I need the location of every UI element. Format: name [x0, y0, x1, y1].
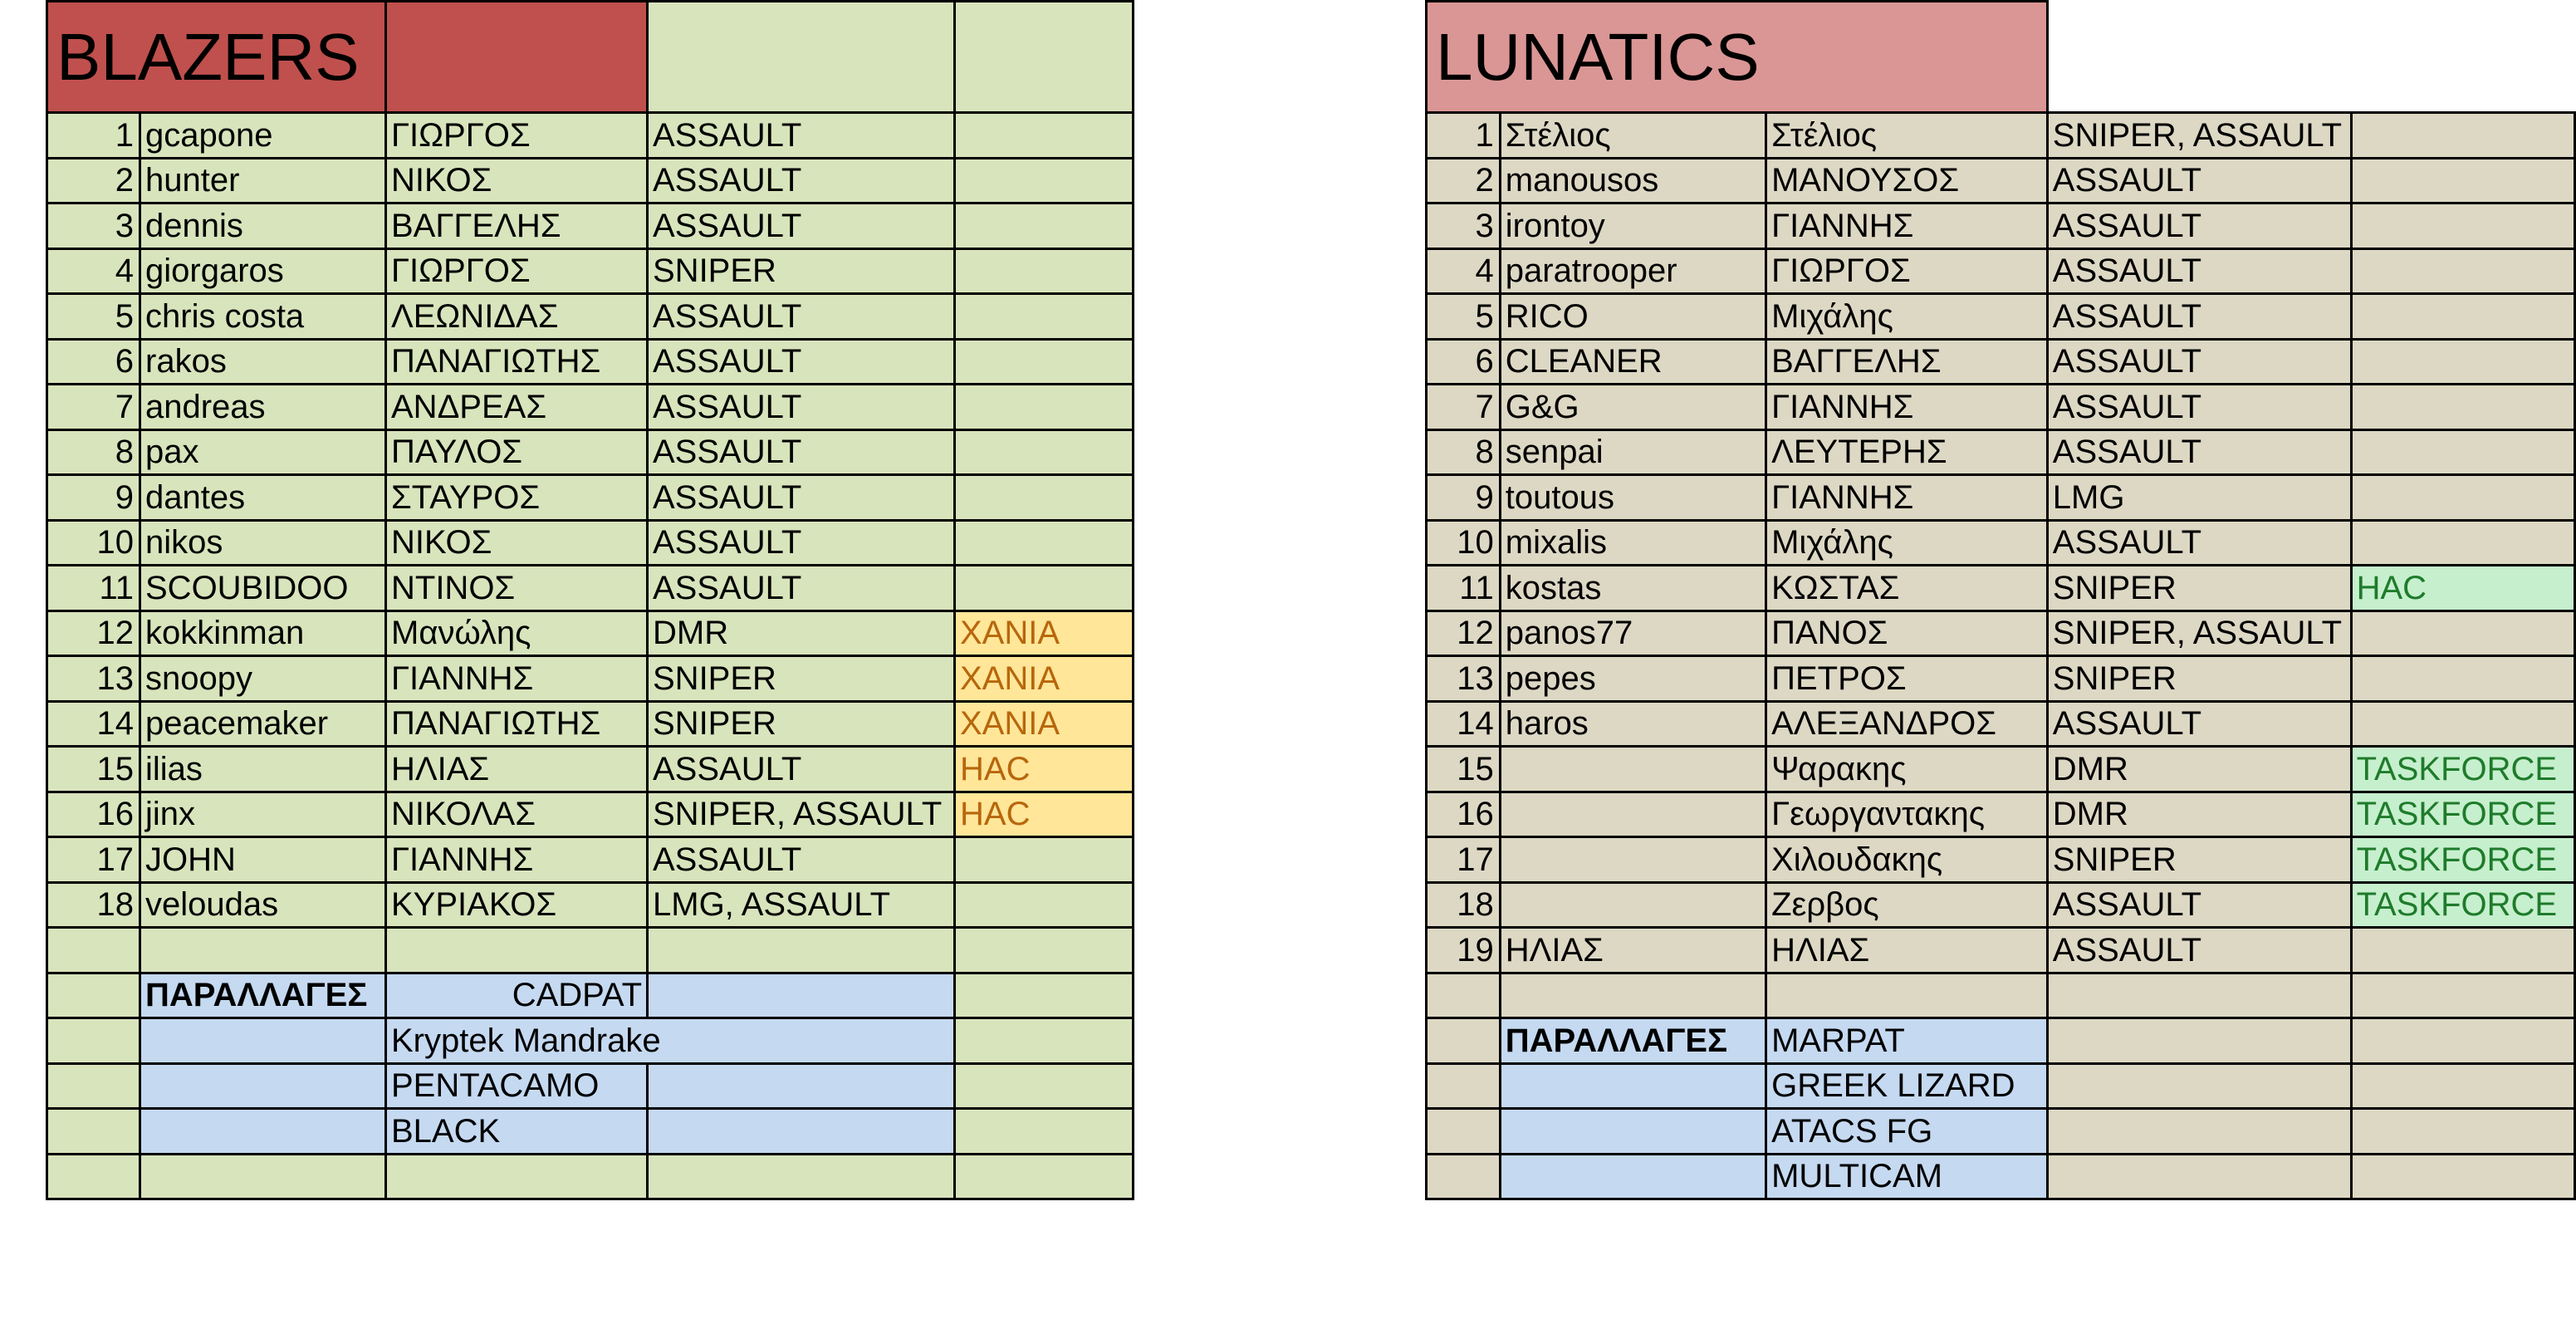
nickname-cell[interactable]	[1500, 837, 1765, 883]
empty-cell[interactable]	[1427, 1109, 1501, 1155]
table-row	[47, 747, 1134, 792]
blazers-title-fill-cell[interactable]	[386, 2, 648, 113]
tag-cell[interactable]	[955, 882, 1134, 928]
row-number-cell[interactable]: 9	[1427, 475, 1501, 521]
row-number-cell[interactable]: 6	[1427, 339, 1501, 385]
empty-cell[interactable]	[1427, 1154, 1501, 1199]
row-number-cell[interactable]: 14	[47, 701, 140, 747]
nickname-cell[interactable]: manousos	[1500, 158, 1765, 204]
tag-cell[interactable]: HAC	[955, 747, 1134, 792]
nickname-cell[interactable]: nikos	[140, 520, 386, 566]
name-cell[interactable]: Μιχάλης	[1766, 520, 2048, 566]
tag-cell[interactable]	[955, 204, 1134, 249]
role-cell[interactable]: ASSAULT	[648, 113, 955, 159]
blazers-title[interactable]: BLAZERS	[47, 2, 386, 113]
role-cell[interactable]: SNIPER	[2047, 837, 2351, 883]
empty-cell[interactable]	[140, 1018, 386, 1064]
empty-cell[interactable]	[2351, 973, 2574, 1018]
nickname-cell[interactable]: RICO	[1500, 294, 1765, 340]
role-cell[interactable]: ASSAULT	[648, 566, 955, 611]
empty-cell[interactable]	[955, 928, 1134, 973]
tag-cell[interactable]	[2351, 656, 2574, 702]
row-number-cell[interactable]: 3	[1427, 204, 1501, 249]
name-cell[interactable]: ΚΩΣΤΑΣ	[1766, 566, 2048, 611]
row-number-cell[interactable]: 12	[1427, 611, 1501, 656]
name-cell[interactable]: ΓΙΑΝΝΗΣ	[1766, 204, 2048, 249]
role-cell[interactable]: ASSAULT	[648, 294, 955, 340]
name-cell[interactable]: ΠΑΥΛΟΣ	[386, 429, 648, 475]
table-row	[47, 339, 1134, 385]
row-number-cell[interactable]: 11	[1427, 566, 1501, 611]
name-cell[interactable]: ΠΑΝΑΓΙΩΤΗΣ	[386, 701, 648, 747]
empty-cell[interactable]	[1500, 1154, 1765, 1199]
tag-cell[interactable]	[2351, 204, 2574, 249]
name-cell[interactable]: ΚΥΡΙΑΚΟΣ	[386, 882, 648, 928]
row-number-cell[interactable]: 18	[1427, 882, 1501, 928]
empty-cell[interactable]	[47, 1154, 140, 1199]
table-row	[47, 566, 1134, 611]
empty-cell[interactable]	[47, 1109, 140, 1155]
variation-cell[interactable]: MARPAT	[1766, 1018, 2048, 1064]
empty-cell[interactable]	[1427, 1063, 1501, 1109]
nickname-cell[interactable]: rakos	[140, 339, 386, 385]
tag-cell[interactable]	[955, 475, 1134, 521]
row-number-cell[interactable]: 8	[1427, 429, 1501, 475]
nickname-cell[interactable]: mixalis	[1500, 520, 1765, 566]
row-number-cell[interactable]: 12	[47, 611, 140, 656]
table-row	[1427, 475, 2575, 521]
variation-cell[interactable]: ATACS FG	[1766, 1109, 2048, 1155]
role-cell[interactable]: SNIPER, ASSAULT	[2047, 611, 2351, 656]
role-cell[interactable]: LMG	[2047, 475, 2351, 521]
role-cell[interactable]: SNIPER, ASSAULT	[2047, 113, 2351, 159]
empty-cell[interactable]	[140, 1154, 386, 1199]
row-number-cell[interactable]: 14	[1427, 701, 1501, 747]
name-cell[interactable]: ΓΙΩΡΓΟΣ	[386, 113, 648, 159]
empty-cell[interactable]	[955, 1018, 1134, 1064]
role-cell[interactable]: ASSAULT	[648, 385, 955, 430]
role-cell[interactable]: ASSAULT	[648, 429, 955, 475]
row-number-cell[interactable]: 1	[1427, 113, 1501, 159]
empty-cell[interactable]	[2351, 1109, 2574, 1155]
variations-row	[47, 1018, 1134, 1064]
nickname-cell[interactable]: peacemaker	[140, 701, 386, 747]
variation-cell[interactable]: PENTACAMO	[386, 1063, 648, 1109]
tag-cell[interactable]	[955, 429, 1134, 475]
blazers-title-row	[47, 2, 1134, 113]
row-number-cell[interactable]: 17	[47, 837, 140, 883]
empty-cell[interactable]	[2047, 1154, 2351, 1199]
tag-cell[interactable]	[955, 520, 1134, 566]
table-row	[1427, 248, 2575, 294]
nickname-cell[interactable]: CLEANER	[1500, 339, 1765, 385]
nickname-cell[interactable]: kokkinman	[140, 611, 386, 656]
tag-cell[interactable]	[955, 248, 1134, 294]
nickname-cell[interactable]: andreas	[140, 385, 386, 430]
row-number-cell[interactable]: 3	[47, 204, 140, 249]
role-cell[interactable]: SNIPER	[2047, 656, 2351, 702]
variations-row	[47, 973, 1134, 1018]
name-cell[interactable]: Ζερβος	[1766, 882, 2048, 928]
table-row	[47, 792, 1134, 837]
row-number-cell[interactable]: 17	[1427, 837, 1501, 883]
table-row	[47, 520, 1134, 566]
tag-cell[interactable]	[2351, 520, 2574, 566]
empty-cell[interactable]	[386, 1154, 648, 1199]
row-number-cell[interactable]: 7	[47, 385, 140, 430]
name-cell[interactable]: ΝΙΚΟΣ	[386, 158, 648, 204]
row-number-cell[interactable]: 5	[1427, 294, 1501, 340]
name-cell[interactable]: Ψαρακης	[1766, 747, 2048, 792]
table-row	[1427, 792, 2575, 837]
role-cell[interactable]: SNIPER	[2047, 566, 2351, 611]
lunatics-table	[1425, 0, 2576, 1200]
row-number-cell[interactable]: 5	[47, 294, 140, 340]
table-row	[1427, 339, 2575, 385]
table-row	[47, 158, 1134, 204]
tag-cell[interactable]	[2351, 928, 2574, 973]
name-cell[interactable]: ΠΕΤΡΟΣ	[1766, 656, 2048, 702]
nickname-cell[interactable]: ΗΛΙΑΣ	[1500, 928, 1765, 973]
table-row	[47, 837, 1134, 883]
blazers-header-empty-cell[interactable]	[955, 2, 1134, 113]
tag-cell[interactable]	[955, 113, 1134, 159]
table-row	[1427, 882, 2575, 928]
empty-cell[interactable]	[2351, 1154, 2574, 1199]
table-row	[47, 611, 1134, 656]
role-cell[interactable]: ASSAULT	[648, 520, 955, 566]
row-number-cell[interactable]: 19	[1427, 928, 1501, 973]
name-cell[interactable]: ΓΙΑΝΝΗΣ	[386, 837, 648, 883]
nickname-cell[interactable]: pax	[140, 429, 386, 475]
role-cell[interactable]: SNIPER, ASSAULT	[648, 792, 955, 837]
nickname-cell[interactable]: G&G	[1500, 385, 1765, 430]
nickname-cell[interactable]: haros	[1500, 701, 1765, 747]
empty-cell[interactable]	[47, 928, 140, 973]
empty-cell[interactable]	[2047, 1109, 2351, 1155]
empty-cell[interactable]	[955, 1063, 1134, 1109]
empty-cell[interactable]	[140, 1109, 386, 1155]
tag-cell[interactable]	[2351, 385, 2574, 430]
table-row	[47, 385, 1134, 430]
row-number-cell[interactable]: 16	[47, 792, 140, 837]
tag-cell[interactable]: HAC	[2351, 566, 2574, 611]
tag-cell[interactable]	[2351, 113, 2574, 159]
empty-cell[interactable]	[2351, 1018, 2574, 1064]
tag-cell[interactable]	[955, 294, 1134, 340]
table-row	[1427, 429, 2575, 475]
nickname-cell[interactable]: dennis	[140, 204, 386, 249]
empty-cell[interactable]	[955, 1109, 1134, 1155]
empty-cell[interactable]	[47, 1018, 140, 1064]
name-cell[interactable]: ΛΕΥΤΕΡΗΣ	[1766, 429, 2048, 475]
empty-cell[interactable]	[955, 1154, 1134, 1199]
lunatics-header-blank	[2047, 2, 2351, 113]
empty-cell[interactable]	[2351, 1063, 2574, 1109]
empty-cell[interactable]	[386, 928, 648, 973]
nickname-cell[interactable]	[1500, 792, 1765, 837]
nickname-cell[interactable]: snoopy	[140, 656, 386, 702]
tag-cell[interactable]: ΧΑΝΙΑ	[955, 611, 1134, 656]
nickname-cell[interactable]: chris costa	[140, 294, 386, 340]
role-cell[interactable]: ASSAULT	[648, 837, 955, 883]
name-cell[interactable]: ΓΙΩΡΓΟΣ	[1766, 248, 2048, 294]
variation-cell[interactable]: Kryptek Mandrake	[386, 1018, 955, 1064]
empty-cell[interactable]	[1500, 1109, 1765, 1155]
table-row	[47, 656, 1134, 702]
empty-cell[interactable]	[648, 928, 955, 973]
name-cell[interactable]: ΝΙΚΟΣ	[386, 520, 648, 566]
nickname-cell[interactable]	[1500, 747, 1765, 792]
tag-cell[interactable]: ΧΑΝΙΑ	[955, 701, 1134, 747]
row-number-cell[interactable]: 2	[47, 158, 140, 204]
empty-cell[interactable]	[1427, 1018, 1501, 1064]
empty-cell[interactable]	[1500, 1063, 1765, 1109]
lunatics-title-row	[1427, 2, 2575, 113]
tag-cell[interactable]	[955, 158, 1134, 204]
tag-cell[interactable]	[2351, 611, 2574, 656]
table-row	[1427, 747, 2575, 792]
row-number-cell[interactable]: 6	[47, 339, 140, 385]
nickname-cell[interactable]: ilias	[140, 747, 386, 792]
row-number-cell[interactable]: 16	[1427, 792, 1501, 837]
empty-cell[interactable]	[1500, 973, 1765, 1018]
tag-cell[interactable]: TASKFORCE	[2351, 882, 2574, 928]
empty-cell[interactable]	[140, 928, 386, 973]
row-number-cell[interactable]: 8	[47, 429, 140, 475]
tag-cell[interactable]	[2351, 294, 2574, 340]
empty-cell[interactable]	[648, 1109, 955, 1155]
role-cell[interactable]: ASSAULT	[2047, 385, 2351, 430]
table-row	[1427, 566, 2575, 611]
variations-row	[47, 1063, 1134, 1109]
tag-cell[interactable]	[2351, 475, 2574, 521]
nickname-cell[interactable]: veloudas	[140, 882, 386, 928]
tag-cell[interactable]	[2351, 429, 2574, 475]
variations-label[interactable]: ΠΑΡΑΛΛΑΓΕΣ	[1500, 1018, 1765, 1064]
table-row	[1427, 113, 2575, 159]
name-cell[interactable]: ΝΤΙΝΟΣ	[386, 566, 648, 611]
tag-cell[interactable]	[955, 339, 1134, 385]
name-cell[interactable]: ΑΛΕΞΑΝΔΡΟΣ	[1766, 701, 2048, 747]
name-cell[interactable]: ΑΝΔΡΕΑΣ	[386, 385, 648, 430]
name-cell[interactable]: ΓΙΑΝΝΗΣ	[1766, 385, 2048, 430]
table-row	[1427, 928, 2575, 973]
table-row	[1427, 294, 2575, 340]
variation-cell[interactable]: GREEK LIZARD	[1766, 1063, 2048, 1109]
row-number-cell[interactable]: 13	[47, 656, 140, 702]
empty-cell[interactable]	[648, 1154, 955, 1199]
name-cell[interactable]: ΝΙΚΟΛΑΣ	[386, 792, 648, 837]
role-cell[interactable]: ASSAULT	[2047, 339, 2351, 385]
role-cell[interactable]: ASSAULT	[2047, 429, 2351, 475]
empty-cell[interactable]	[955, 973, 1134, 1018]
nickname-cell[interactable]: pepes	[1500, 656, 1765, 702]
nickname-cell[interactable]: panos77	[1500, 611, 1765, 656]
role-cell[interactable]: ASSAULT	[2047, 520, 2351, 566]
name-cell[interactable]: ΗΛΙΑΣ	[386, 747, 648, 792]
name-cell[interactable]: ΛΕΩΝΙΔΑΣ	[386, 294, 648, 340]
table-row	[47, 204, 1134, 249]
name-cell[interactable]: Στέλιος	[1766, 113, 2048, 159]
lunatics-title[interactable]: LUNATICS	[1427, 2, 2048, 113]
name-cell[interactable]: Χιλουδακης	[1766, 837, 2048, 883]
tag-cell[interactable]: TASKFORCE	[2351, 837, 2574, 883]
role-cell[interactable]: ASSAULT	[2047, 204, 2351, 249]
name-cell[interactable]: Μιχάλης	[1766, 294, 2048, 340]
table-row	[1427, 385, 2575, 430]
table-row	[47, 429, 1134, 475]
nickname-cell[interactable]: irontoy	[1500, 204, 1765, 249]
role-cell[interactable]: ASSAULT	[648, 475, 955, 521]
table-row	[47, 475, 1134, 521]
tag-cell[interactable]	[955, 566, 1134, 611]
empty-cell[interactable]	[47, 1063, 140, 1109]
tag-cell[interactable]: ΧΑΝΙΑ	[955, 656, 1134, 702]
nickname-cell[interactable]: senpai	[1500, 429, 1765, 475]
role-cell[interactable]: ASSAULT	[648, 747, 955, 792]
table-row	[47, 294, 1134, 340]
lunatics-header-blank	[2351, 2, 2574, 113]
variations-row	[1427, 1109, 2575, 1155]
nickname-cell[interactable]: jinx	[140, 792, 386, 837]
empty-row	[1427, 973, 2575, 1018]
name-cell[interactable]: ΓΙΑΝΝΗΣ	[1766, 475, 2048, 521]
empty-row	[47, 928, 1134, 973]
table-row	[47, 248, 1134, 294]
row-number-cell[interactable]: 7	[1427, 385, 1501, 430]
row-number-cell[interactable]: 10	[1427, 520, 1501, 566]
nickname-cell[interactable]: kostas	[1500, 566, 1765, 611]
row-number-cell[interactable]: 10	[47, 520, 140, 566]
variation-cell[interactable]: MULTICAM	[1766, 1154, 2048, 1199]
nickname-cell[interactable]: gcapone	[140, 113, 386, 159]
role-cell[interactable]: ASSAULT	[2047, 158, 2351, 204]
table-row	[1427, 204, 2575, 249]
nickname-cell[interactable]: dantes	[140, 475, 386, 521]
name-cell[interactable]: ΓΙΑΝΝΗΣ	[386, 656, 648, 702]
nickname-cell[interactable]	[1500, 882, 1765, 928]
tag-cell[interactable]: TASKFORCE	[2351, 792, 2574, 837]
empty-cell[interactable]	[1766, 973, 2048, 1018]
variation-cell[interactable]: CADPAT	[386, 973, 648, 1018]
empty-cell[interactable]	[648, 973, 955, 1018]
nickname-cell[interactable]: hunter	[140, 158, 386, 204]
blazers-header-empty-cell[interactable]	[648, 2, 955, 113]
table-row	[1427, 701, 2575, 747]
variation-cell[interactable]: BLACK	[386, 1109, 648, 1155]
tag-cell[interactable]	[955, 385, 1134, 430]
empty-cell[interactable]	[648, 1063, 955, 1109]
table-row	[47, 701, 1134, 747]
row-number-cell[interactable]: 1	[47, 113, 140, 159]
nickname-cell[interactable]: Στέλιος	[1500, 113, 1765, 159]
name-cell[interactable]: ΓΙΩΡΓΟΣ	[386, 248, 648, 294]
name-cell[interactable]: ΠΑΝΟΣ	[1766, 611, 2048, 656]
role-cell[interactable]: SNIPER	[648, 701, 955, 747]
name-cell[interactable]: ΒΑΓΓΕΛΗΣ	[1766, 339, 2048, 385]
name-cell[interactable]: ΠΑΝΑΓΙΩΤΗΣ	[386, 339, 648, 385]
blazers-table	[46, 0, 1134, 1200]
row-number-cell[interactable]: 4	[1427, 248, 1501, 294]
role-cell[interactable]: LMG, ASSAULT	[648, 882, 955, 928]
name-cell[interactable]: ΗΛΙΑΣ	[1766, 928, 2048, 973]
empty-cell[interactable]	[140, 1063, 386, 1109]
role-cell[interactable]: ASSAULT	[2047, 248, 2351, 294]
nickname-cell[interactable]: toutous	[1500, 475, 1765, 521]
role-cell[interactable]: SNIPER	[648, 656, 955, 702]
role-cell[interactable]: ASSAULT	[2047, 294, 2351, 340]
role-cell[interactable]: ASSAULT	[648, 204, 955, 249]
role-cell[interactable]: ASSAULT	[2047, 882, 2351, 928]
empty-cell[interactable]	[2047, 1063, 2351, 1109]
variations-row	[1427, 1154, 2575, 1199]
role-cell[interactable]: ASSAULT	[648, 158, 955, 204]
tag-cell[interactable]	[955, 837, 1134, 883]
empty-cell[interactable]	[2047, 973, 2351, 1018]
name-cell[interactable]: ΜΑΝΟΥΣΟΣ	[1766, 158, 2048, 204]
table-row	[1427, 611, 2575, 656]
name-cell[interactable]: Γεωργαντακης	[1766, 792, 2048, 837]
table-row	[1427, 520, 2575, 566]
nickname-cell[interactable]: JOHN	[140, 837, 386, 883]
tag-cell[interactable]: HAC	[955, 792, 1134, 837]
table-row	[1427, 837, 2575, 883]
row-number-cell[interactable]: 15	[47, 747, 140, 792]
row-number-cell[interactable]: 15	[1427, 747, 1501, 792]
row-number-cell[interactable]: 18	[47, 882, 140, 928]
name-cell[interactable]: ΣΤΑΥΡΟΣ	[386, 475, 648, 521]
tag-cell[interactable]	[2351, 248, 2574, 294]
role-cell[interactable]: ASSAULT	[648, 339, 955, 385]
tag-cell[interactable]	[2351, 339, 2574, 385]
row-number-cell[interactable]: 11	[47, 566, 140, 611]
tag-cell[interactable]: TASKFORCE	[2351, 747, 2574, 792]
table-row	[1427, 656, 2575, 702]
role-cell[interactable]: ASSAULT	[2047, 701, 2351, 747]
tag-cell[interactable]	[2351, 701, 2574, 747]
row-number-cell[interactable]: 13	[1427, 656, 1501, 702]
table-row	[47, 882, 1134, 928]
nickname-cell[interactable]: giorgaros	[140, 248, 386, 294]
variations-row	[1427, 1063, 2575, 1109]
variations-row	[1427, 1018, 2575, 1064]
table-row	[1427, 158, 2575, 204]
table-row	[47, 113, 1134, 159]
nickname-cell[interactable]: SCOUBIDOO	[140, 566, 386, 611]
role-cell[interactable]: DMR	[2047, 792, 2351, 837]
variations-row	[47, 1109, 1134, 1155]
name-cell[interactable]: Μανώλης	[386, 611, 648, 656]
row-number-cell[interactable]: 9	[47, 475, 140, 521]
nickname-cell[interactable]: paratrooper	[1500, 248, 1765, 294]
role-cell[interactable]: DMR	[648, 611, 955, 656]
row-number-cell[interactable]: 2	[1427, 158, 1501, 204]
empty-cell[interactable]	[2047, 1018, 2351, 1064]
name-cell[interactable]: ΒΑΓΓΕΛΗΣ	[386, 204, 648, 249]
variations-label[interactable]: ΠΑΡΑΛΛΑΓΕΣ	[140, 973, 386, 1018]
row-number-cell[interactable]: 4	[47, 248, 140, 294]
role-cell[interactable]: ASSAULT	[2047, 928, 2351, 973]
role-cell[interactable]: SNIPER	[648, 248, 955, 294]
empty-cell[interactable]	[47, 973, 140, 1018]
role-cell[interactable]: DMR	[2047, 747, 2351, 792]
tag-cell[interactable]	[2351, 158, 2574, 204]
empty-cell[interactable]	[1427, 973, 1501, 1018]
empty-row	[47, 1154, 1134, 1199]
